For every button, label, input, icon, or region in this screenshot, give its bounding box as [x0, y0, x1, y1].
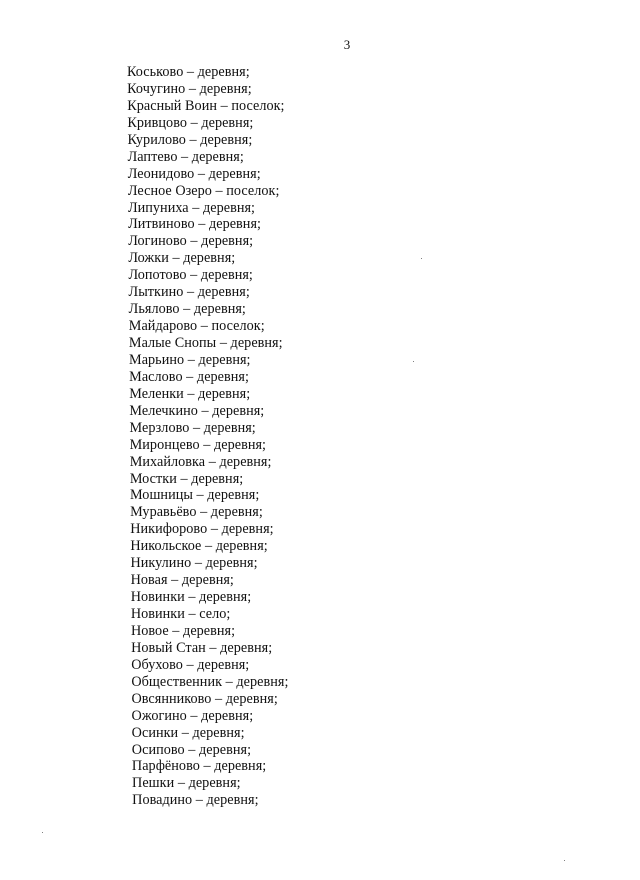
settlement-entry: Овсянниково – деревня;	[131, 690, 278, 707]
settlement-entry: Малые Снопы – деревня;	[128, 335, 283, 351]
settlement-entry: Коськово – деревня;	[127, 64, 250, 80]
settlement-entry: Логиново – деревня;	[128, 233, 254, 250]
settlement-entry: Лыткино – деревня;	[128, 284, 250, 301]
settlement-entry: Майдарово – поселок;	[128, 318, 265, 335]
settlement-entry: Общественник – деревня;	[131, 673, 289, 690]
settlement-entry: Новая – деревня;	[130, 572, 234, 589]
settlement-entry: Мошницы – деревня;	[130, 487, 260, 504]
settlement-entry: Липуниха – деревня;	[127, 199, 256, 216]
settlement-entry: Пешки – деревня;	[132, 775, 241, 792]
settlement-entry: Парфёново – деревня;	[131, 758, 267, 775]
settlement-entry: Леонидово – деревня;	[127, 165, 261, 182]
settlement-entry: Красный Воин – поселок;	[127, 97, 285, 114]
scan-speck	[42, 832, 43, 833]
settlement-entry: Марьино – деревня;	[129, 351, 251, 368]
settlement-entry: Литвиново – деревня;	[128, 216, 262, 233]
settlement-entry: Миронцево – деревня;	[129, 436, 267, 453]
settlement-entry: Осипово – деревня;	[131, 741, 252, 758]
settlement-entry: Осинки – деревня;	[131, 724, 245, 741]
settlement-entry: Меленки – деревня;	[129, 385, 251, 402]
scan-speck	[413, 361, 414, 362]
settlement-entry: Мерзлово – деревня;	[129, 419, 256, 436]
settlement-entry: Никифорово – деревня;	[130, 521, 274, 538]
settlement-entry: Обухово – деревня;	[131, 656, 250, 673]
settlement-entry: Ложки – деревня;	[128, 250, 236, 267]
settlement-entry: Кривцово – деревня;	[127, 114, 254, 131]
settlement-entry: Лесное Озеро – поселок;	[127, 182, 280, 199]
settlement-entry: Никулино – деревня;	[130, 555, 258, 572]
scan-speck	[421, 258, 422, 259]
settlement-entry: Маслово – деревня;	[129, 368, 249, 385]
settlement-entry: Ожогино – деревня;	[131, 707, 254, 724]
scan-speck	[564, 860, 565, 861]
settlement-entry: Михайловка – деревня;	[129, 453, 272, 470]
settlement-entry: Муравьёво – деревня;	[130, 504, 263, 521]
page-number: 3	[343, 37, 351, 52]
settlement-entry: Мелечкино – деревня;	[129, 402, 265, 419]
settlement-list	[127, 64, 288, 809]
settlement-entry: Никольское – деревня;	[130, 538, 268, 555]
settlement-entry: Новинки – деревня;	[130, 589, 252, 606]
settlement-entry: Новое – деревня;	[130, 622, 236, 639]
settlement-entry: Повадино – деревня;	[132, 792, 259, 809]
settlement-entry: Мостки – деревня;	[129, 470, 244, 487]
settlement-entry: Кочугино – деревня;	[127, 80, 252, 97]
settlement-entry: Новинки – село;	[130, 606, 231, 622]
settlement-entry: Новый Стан – деревня;	[131, 639, 273, 656]
settlement-entry: Лопотово – деревня;	[128, 267, 253, 284]
settlement-entry: Льялово – деревня;	[128, 301, 246, 318]
settlement-entry: Лаптево – деревня;	[127, 148, 244, 165]
settlement-entry: Курилово – деревня;	[127, 131, 253, 148]
